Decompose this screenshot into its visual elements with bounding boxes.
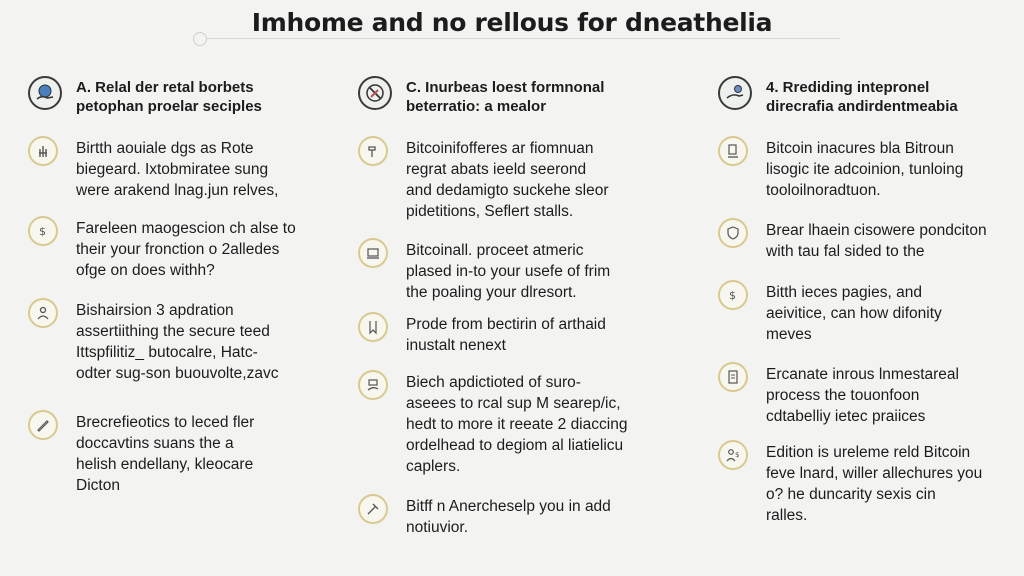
item-line: Bishairsion 3 apdration xyxy=(76,302,234,319)
item-line: cdtabelliy ietec praiices xyxy=(766,408,926,425)
no-tools-icon xyxy=(358,76,392,110)
document-icon xyxy=(718,362,748,392)
item-line: the poaling your dlresort. xyxy=(406,284,577,301)
hand-icon xyxy=(28,136,58,166)
item-line: Ittspfilitiz_ butocalre, Hatc- xyxy=(76,344,258,361)
hand-card-icon xyxy=(358,370,388,400)
item-line: Bitcoinall. proceet atmeric xyxy=(406,242,584,259)
item-line: process the touonfoon xyxy=(766,387,920,404)
item-line: notiuvior. xyxy=(406,519,469,536)
item-line: Dicton xyxy=(76,477,120,494)
item-line: ordelhead to degiom al liatielicu xyxy=(406,437,624,454)
column-3 xyxy=(718,74,1008,524)
item-line: inustalt nenext xyxy=(406,337,506,354)
bookmark-icon xyxy=(358,312,388,342)
item-line: were arakend lnag.jun relves, xyxy=(76,182,279,199)
person-dollar-icon xyxy=(718,440,748,470)
item-line: Brecrefieotics to leced fler xyxy=(76,414,255,431)
column-2 xyxy=(358,74,658,536)
title-divider xyxy=(195,38,840,39)
column-1 xyxy=(28,74,328,494)
item-line: and dedamigto suckehe sleor xyxy=(406,182,609,199)
item-line: Birtth aouiale dgs as Rote xyxy=(76,140,254,157)
dollar-hand-icon xyxy=(28,216,58,246)
pen-icon xyxy=(28,410,58,440)
item-line: aseees to rcal sup M searep/ic, xyxy=(406,395,621,412)
svg-text:$: $ xyxy=(729,289,736,302)
item-line: their your fronction o 2alledes xyxy=(76,241,280,258)
item-line: odter sug-son buouvolte,zavc xyxy=(76,365,279,382)
item-line: doccavtins suans the a xyxy=(76,435,234,452)
hand-coins-icon xyxy=(718,76,752,110)
item-line: with tau fal sided to the xyxy=(766,243,925,260)
item-line: Edition is ureleme reld Bitcoin xyxy=(766,444,971,461)
item-line: Biech apdictioted of suro- xyxy=(406,374,581,391)
item-line: caplers. xyxy=(406,458,461,475)
person-icon xyxy=(28,298,58,328)
item-line: o? he duncarity sexis cin xyxy=(766,486,936,503)
column-2-heading-line-1: C. Inurbeas loest formnonal xyxy=(406,79,605,96)
item-line: helish endellany, kleocare xyxy=(76,456,254,473)
column-1-heading-line-1: A. Relal der retal borbets xyxy=(76,79,254,96)
item-line: meves xyxy=(766,326,812,343)
item-line: biegeard. Ixtobmiratee sung xyxy=(76,161,269,178)
item-line: plased in-to your usefe of frim xyxy=(406,263,611,280)
hand-bills-icon xyxy=(718,136,748,166)
item-line: lisogic ite adcoinion, tunloing xyxy=(766,161,964,178)
title-divider-dot xyxy=(193,32,207,46)
column-3-heading-line-1: 4. Rrediding intepronel xyxy=(766,79,930,96)
item-line: Fareleen maogescion ch alse to xyxy=(76,220,296,237)
column-3-heading-line-2: direcrafia andirdentmeabia xyxy=(766,98,958,115)
item-line: regrat abats ieeld seerond xyxy=(406,161,587,178)
gavel-icon xyxy=(358,494,388,524)
item-line: assertiithing the secure teed xyxy=(76,323,270,340)
column-3-header xyxy=(718,74,1008,122)
column-2-header xyxy=(358,74,658,122)
item-line: feve lnard, willer allechures you xyxy=(766,465,983,482)
item-line: Bitcoinifofferes ar fiomnuan xyxy=(406,140,594,157)
column-2-heading-line-2: beterratio: a mealor xyxy=(406,98,547,115)
item-line: Bitcoin inacures bla Bitroun xyxy=(766,140,954,157)
item-line: aeivitice, can how difonity xyxy=(766,305,942,322)
column-1-header xyxy=(28,74,328,122)
item-line: ralles. xyxy=(766,507,808,524)
item-line: Ercanate inrous lnmestareal xyxy=(766,366,959,383)
shield-icon xyxy=(718,218,748,248)
svg-text:$: $ xyxy=(39,225,46,238)
item-line: Brear lhaein cisowere pondciton xyxy=(766,222,987,239)
item-line: pidetitions, Seflert stalls. xyxy=(406,203,574,220)
item-line: tooloilnoradtuon. xyxy=(766,182,881,199)
column-1-heading-line-2: petophan proelar seciples xyxy=(76,98,262,115)
item-line: hedt to more it reeate 2 diaccing xyxy=(406,416,628,433)
svg-text:$: $ xyxy=(735,451,740,459)
laptop-icon xyxy=(358,238,388,268)
item-line: Prode from bectirin of arthaid xyxy=(406,316,606,333)
page-title: Imhome and no rellous for dneathelia xyxy=(251,8,773,37)
hammer-icon xyxy=(358,136,388,166)
dollar-icon xyxy=(718,280,748,310)
globe-hand-icon xyxy=(28,76,62,110)
item-line: ofge on does withh? xyxy=(76,262,215,279)
item-line: Bitth ieces pagies, and xyxy=(766,284,922,301)
item-line: Bitff n Anercheselp you in add xyxy=(406,498,611,515)
